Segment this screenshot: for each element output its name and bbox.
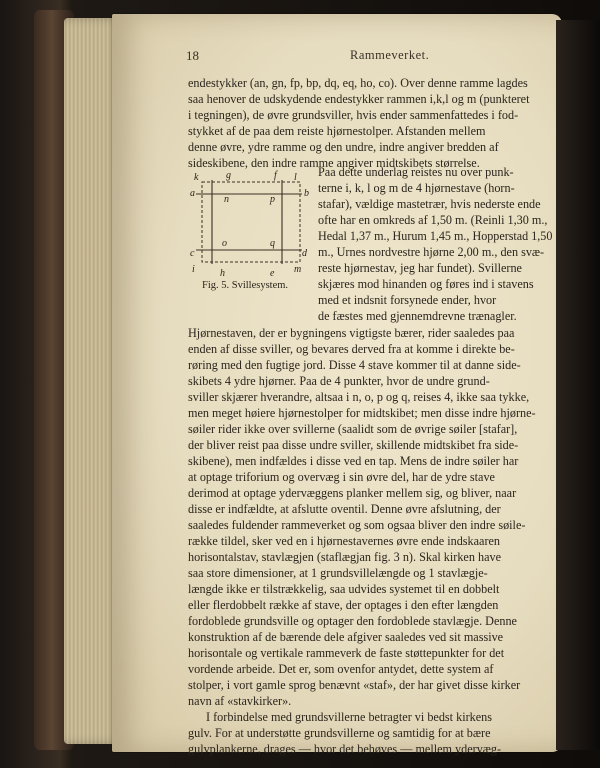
text-line: enden af disse sviller, og bevares derved fra at komme i direkte be- xyxy=(188,342,515,356)
running-head: Rammeverket. xyxy=(350,48,430,62)
text-line: i tegningen), de øvre grundsviller, hvis ender sammenfattedes i fod- xyxy=(188,108,519,122)
text-line: fordoblede grundsville og optager den fordoblede stavlægje. Denne xyxy=(188,614,517,628)
text-line: gulvplankerne, drages — hvor det behøves — mellem ydervæg- xyxy=(188,742,502,756)
text-line: med et indsnit forsynede ender, hvor xyxy=(318,293,497,307)
label-h: h xyxy=(220,268,225,279)
text-line: denne øvre, ydre ramme og den undre, indre angiver bredden af xyxy=(188,140,499,154)
text-line: saa henover de udskydende endestykker rammen i,k,l og m (punkteret xyxy=(188,92,530,106)
text-line: disse er indfældte, at afslutte oventil. Denne øvre afslutning, der xyxy=(188,502,501,516)
text-line: røring med den fugtige jord. Disse 4 stave kommer til at danne side- xyxy=(188,358,521,372)
label-k: k xyxy=(194,172,199,183)
text-line: række tildel, sker ved en i hjørnestavernes øvre ende indskaaren xyxy=(188,534,501,548)
text-line: terne i, k, l og m de 4 hjørnestave (horn- xyxy=(318,181,515,195)
text-line: de fæstes med gjennemdrevne trænagler. xyxy=(318,309,517,323)
text-line: skjæres mod hinanden og føres ind i stavens xyxy=(318,277,534,291)
text-line: Hjørnestaven, der er bygningens vigtigste bærer, rider saaledes paa xyxy=(188,326,515,340)
text-line: stolper, i vort gamle sprog benævnt «staf», der har givet disse kirker xyxy=(188,678,521,692)
text-line: søiler rider ikke over svillerne (saalidt som de øvrige søiler [stafar], xyxy=(188,422,518,436)
text-line: I forbindelse med grundsvillerne betragter vi bedst kirkens xyxy=(206,710,492,724)
text-line: vordende arbeide. Det er, som ovenfor antydet, dette system af xyxy=(188,662,494,676)
text-line: reste hjørnestav, jeg har fundet). Svillerne xyxy=(318,261,522,275)
text-line: at optage triforium og overvæg i sin øvre del, har de ydre stave xyxy=(188,470,495,484)
label-a: a xyxy=(190,188,195,199)
label-o: o xyxy=(222,238,227,249)
text-line: horisontalstav, stavlægjen (staflægjan fig. 3 n). Skal kirken have xyxy=(188,550,501,564)
text-line: men meget høiere hjørnestolper for midtskibet; men disse indre hjørne- xyxy=(188,406,536,420)
text-line: gulv. For at understøtte grundsvillerne og samtidig for at bære xyxy=(188,726,491,740)
label-e: e xyxy=(270,268,275,279)
sill-diagram xyxy=(190,170,312,280)
text-line: skibets 4 ydre hjørner. Paa de 4 punkter, hvor de undre grund- xyxy=(188,374,490,388)
label-m: m xyxy=(294,264,302,275)
text-line: stykket af de paa dem reiste hjørnestolper. Afstanden mellem xyxy=(188,124,486,138)
page-number: 18 xyxy=(186,48,199,63)
figure-svillesystem xyxy=(190,170,312,295)
text-line: ofte har en omkreds af 1,50 m. (Reinli 1,30 m., xyxy=(318,213,548,227)
text-line: saaledes fuldender rammeverket og som ogsaa bliver den indre søile- xyxy=(188,518,526,532)
right-shadow xyxy=(556,20,600,750)
text-line: sideskibene, den indre ramme angiver midtskibets størrelse. xyxy=(188,156,480,170)
label-p: p xyxy=(270,194,275,205)
text-line: navn af «stavkirker». xyxy=(188,694,292,708)
figure-caption: Fig. 5. Svillesystem. xyxy=(202,280,289,291)
label-g: g xyxy=(226,170,231,181)
label-d: d xyxy=(302,248,307,259)
text-line: der bliver reist paa disse undre sviller, skillende midtskibet fra side- xyxy=(188,438,519,452)
label-i: i xyxy=(192,264,195,275)
text-line: konstruktion af de bærende dele afgiver saaledes ved sit massive xyxy=(188,630,504,644)
text-line: m., Urnes nordvestre hjørne 2,00 m., den svæ- xyxy=(318,245,545,259)
text-line: eller flerdobbelt række af stave, der optages i den efter længden xyxy=(188,598,499,612)
label-q: q xyxy=(270,238,275,249)
text-line: horisontale og vertikale rammeverk de faste støttepunkter for det xyxy=(188,646,505,660)
text-line: sviller skjærer hverandre, altsaa i n, o, p og q, reises 4, ikke saa tykke, xyxy=(188,390,530,404)
text-line: længde ikke er tilstrækkelig, saa udvides systemet til en dobbelt xyxy=(188,582,500,596)
label-b: b xyxy=(304,188,309,199)
text-line: Hedal 1,37 m., Hurum 1,45 m., Hopperstad 1,50 xyxy=(318,229,553,243)
label-l: l xyxy=(294,172,297,183)
text-line: Paa dette underlag reistes nu over punk- xyxy=(318,165,514,179)
label-c: c xyxy=(190,248,195,259)
label-f: f xyxy=(274,170,277,181)
page-header xyxy=(186,48,556,68)
label-n: n xyxy=(224,194,229,205)
text-line: skibene), men indfældes i disse ved en tap. Mens de indre søiler har xyxy=(188,454,519,468)
text-line: stafar), vældige mastetrær, hvis nederste ende xyxy=(318,197,541,211)
text-line: endestykker (an, gn, fp, bp, dq, eq, ho, co). Over denne ramme lagdes xyxy=(188,76,528,90)
text-line: saa store dimensioner, at 1 grundsvillelængde og 1 stavlægje- xyxy=(188,566,488,580)
text-line: derimod at optage ydervæggens planker mellem sig, og bliver, naar xyxy=(188,486,517,500)
